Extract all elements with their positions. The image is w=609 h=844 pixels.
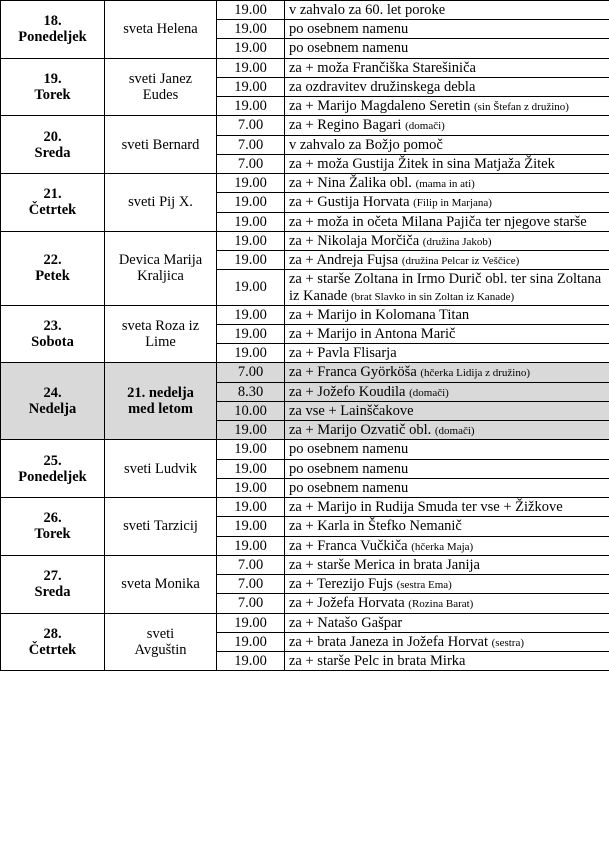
table-row [1, 555, 609, 574]
cell-date: 24. Nedelja [1, 363, 105, 440]
cell-time: 19.00 [217, 478, 285, 497]
cell-intention [285, 401, 609, 420]
table-row [1, 58, 609, 77]
cell-time: 19.00 [217, 498, 285, 517]
intention-text: za + brata Janeza in Jožefa Horvat [289, 633, 488, 650]
cell-time: 19.00 [217, 344, 285, 363]
cell-intention [285, 97, 609, 116]
cell-intention [285, 575, 609, 594]
intention-text: za + Regino Bagari [289, 117, 402, 134]
cell-date: 18. Ponedeljek [1, 1, 105, 59]
cell-saint: 21. nedelja med letom [105, 363, 217, 440]
cell-intention [285, 421, 609, 440]
table-row [1, 613, 609, 632]
cell-saint: sveti Avguštin [105, 613, 217, 671]
intention-text: za + Pavla Flisarja [289, 345, 397, 362]
intention-text: za + Marijo in Antona Marič [289, 325, 456, 342]
cell-saint: sveta Helena [105, 1, 217, 59]
cell-intention [285, 77, 609, 96]
intention-text: po osebnem namenu [289, 40, 409, 57]
cell-time: 19.00 [217, 270, 285, 305]
cell-time: 19.00 [217, 193, 285, 212]
table-row [1, 498, 609, 517]
cell-intention [285, 594, 609, 613]
table-row [1, 231, 609, 250]
cell-time: 19.00 [217, 251, 285, 270]
cell-intention [285, 58, 609, 77]
cell-saint: sveti Pij X. [105, 174, 217, 232]
intention-note: (mama in ati) [415, 178, 475, 191]
intention-text: za + Andreja Fujsa [289, 252, 399, 269]
intention-note: (Filip in Marjana) [413, 197, 492, 210]
cell-intention [285, 20, 609, 39]
cell-intention [285, 651, 609, 670]
cell-time: 19.00 [217, 421, 285, 440]
intention-text: za + starše Pelc in brata Mirka [289, 652, 466, 669]
intention-text: za + moža Frančiška Starešiniča [289, 59, 476, 76]
cell-intention [285, 440, 609, 459]
intention-text: za + Marijo in Rudija Smuda ter vse + Žižkove [289, 499, 563, 516]
table-row [1, 1, 609, 20]
cell-intention [285, 174, 609, 193]
cell-time: 7.00 [217, 154, 285, 173]
cell-intention [285, 231, 609, 250]
cell-time: 7.00 [217, 594, 285, 613]
cell-time: 19.00 [217, 58, 285, 77]
cell-date: 27. Sreda [1, 555, 105, 613]
cell-date: 25. Ponedeljek [1, 440, 105, 498]
cell-intention [285, 478, 609, 497]
intention-note: (sin Štefan z družino) [473, 101, 569, 114]
cell-time: 19.00 [217, 77, 285, 96]
cell-intention [285, 517, 609, 536]
intention-text: za + Terezijo Fujs [289, 576, 393, 593]
intention-text: za + starše Merica in brata Janija [289, 556, 480, 573]
table-body [1, 1, 609, 671]
cell-saint: sveti Tarzicij [105, 498, 217, 556]
intention-text: v zahvalo za 60. let poroke [289, 2, 446, 18]
intention-note: (sestra Ema) [396, 579, 452, 592]
cell-date: 28. Četrtek [1, 613, 105, 671]
intention-note: (Rozina Barat) [408, 598, 474, 611]
cell-intention [285, 344, 609, 363]
table-row [1, 305, 609, 324]
cell-saint: sveti Ludvik [105, 440, 217, 498]
cell-intention [285, 212, 609, 231]
intention-text: za vse + Lainščakove [289, 402, 414, 419]
intention-text: po osebnem namenu [289, 441, 409, 458]
intention-text: za + Jožefo Koudila [289, 383, 406, 400]
cell-time: 19.00 [217, 1, 285, 20]
intention-note: (brat Slavko in sin Zoltan iz Kanade) [351, 290, 515, 303]
intention-text: za + Franca Györköša [289, 364, 417, 381]
cell-intention [285, 459, 609, 478]
cell-saint: Devica Marija Kraljica [105, 231, 217, 305]
intention-text: za ozdravitev družinskega debla [289, 78, 476, 95]
cell-time: 19.00 [217, 651, 285, 670]
cell-saint: sveta Monika [105, 555, 217, 613]
table-row [1, 363, 609, 382]
cell-date: 22. Petek [1, 231, 105, 305]
cell-time: 19.00 [217, 613, 285, 632]
cell-time: 19.00 [217, 459, 285, 478]
cell-time: 7.00 [217, 135, 285, 154]
intention-text: za + Franca Vučkiča [289, 537, 408, 554]
cell-saint: sveti Bernard [105, 116, 217, 174]
intention-note: (družina Pelcar iz Veščice) [401, 255, 520, 268]
cell-time: 19.00 [217, 231, 285, 250]
cell-intention [285, 305, 609, 324]
cell-time: 7.00 [217, 575, 285, 594]
intention-text: za + Karla in Štefko Nemanič [289, 518, 462, 535]
cell-time: 19.00 [217, 174, 285, 193]
cell-time: 19.00 [217, 305, 285, 324]
cell-intention [285, 324, 609, 343]
cell-time: 19.00 [217, 20, 285, 39]
cell-time: 19.00 [217, 536, 285, 555]
cell-intention [285, 363, 609, 382]
intention-note: (domači) [405, 120, 445, 133]
intention-text: za + Natašo Gašpar [289, 614, 403, 631]
cell-time: 19.00 [217, 39, 285, 58]
cell-intention [285, 498, 609, 517]
table-row [1, 174, 609, 193]
intention-text: za + Jožefa Horvata [289, 595, 405, 612]
intention-note: (hčerka Lidija z družino) [420, 367, 531, 380]
cell-time: 19.00 [217, 517, 285, 536]
cell-date: 21. Četrtek [1, 174, 105, 232]
intention-text: po osebnem namenu [289, 21, 409, 38]
cell-date: 19. Torek [1, 58, 105, 116]
intention-text: za + moža in očeta Milana Pajiča ter njegove starše [289, 213, 587, 230]
intention-text: za + Nina Žalika obl. [289, 175, 412, 192]
cell-intention [285, 632, 609, 651]
cell-intention [285, 536, 609, 555]
cell-time: 19.00 [217, 212, 285, 231]
cell-time: 19.00 [217, 632, 285, 651]
intention-text: za + Nikolaja Morčiča [289, 232, 420, 249]
cell-intention [285, 555, 609, 574]
cell-intention [285, 382, 609, 401]
cell-time: 19.00 [217, 97, 285, 116]
cell-time: 7.00 [217, 116, 285, 135]
cell-time: 10.00 [217, 401, 285, 420]
cell-date: 23. Sobota [1, 305, 105, 363]
cell-intention [285, 154, 609, 173]
intention-note: (domači) [409, 386, 449, 399]
cell-date: 26. Torek [1, 498, 105, 556]
table-row [1, 440, 609, 459]
intention-text: v zahvalo za Božjo pomoč [289, 136, 443, 153]
table-row [1, 116, 609, 135]
intention-note: (družina Jakob) [422, 235, 492, 248]
cell-time: 7.00 [217, 363, 285, 382]
intention-text: po osebnem namenu [289, 460, 409, 477]
intention-note: (hčerka Maja) [411, 540, 474, 553]
cell-time: 19.00 [217, 440, 285, 459]
intention-text: za + moža Gustija Žitek in sina Matjaža Žitek [289, 155, 555, 172]
intention-text: za + Gustija Horvata [289, 194, 410, 211]
cell-date: 20. Sreda [1, 116, 105, 174]
intention-text: za + Marijo Ozvatič obl. [289, 422, 432, 439]
cell-intention [285, 193, 609, 212]
intention-text: za + starše Zoltana in Irmo Durič obl. ter sina Zoltana iz Kanade [289, 271, 602, 304]
intention-note: (sestra) [491, 636, 524, 649]
cell-intention [285, 251, 609, 270]
cell-time: 7.00 [217, 555, 285, 574]
cell-intention [285, 270, 609, 305]
cell-saint: sveti Janez Eudes [105, 58, 217, 116]
cell-intention [285, 116, 609, 135]
intention-text: za + Marijo in Kolomana Titan [289, 306, 470, 323]
cell-time: 8.30 [217, 382, 285, 401]
cell-time: 19.00 [217, 324, 285, 343]
cell-intention [285, 613, 609, 632]
intention-note: (domači) [434, 425, 475, 438]
cell-intention [285, 39, 609, 58]
cell-intention [285, 1, 609, 20]
intention-text: po osebnem namenu [289, 479, 409, 496]
cell-intention [285, 135, 609, 154]
intention-text: za + Marijo Magdaleno Seretin [289, 98, 471, 115]
cell-saint: sveta Roza iz Lime [105, 305, 217, 363]
